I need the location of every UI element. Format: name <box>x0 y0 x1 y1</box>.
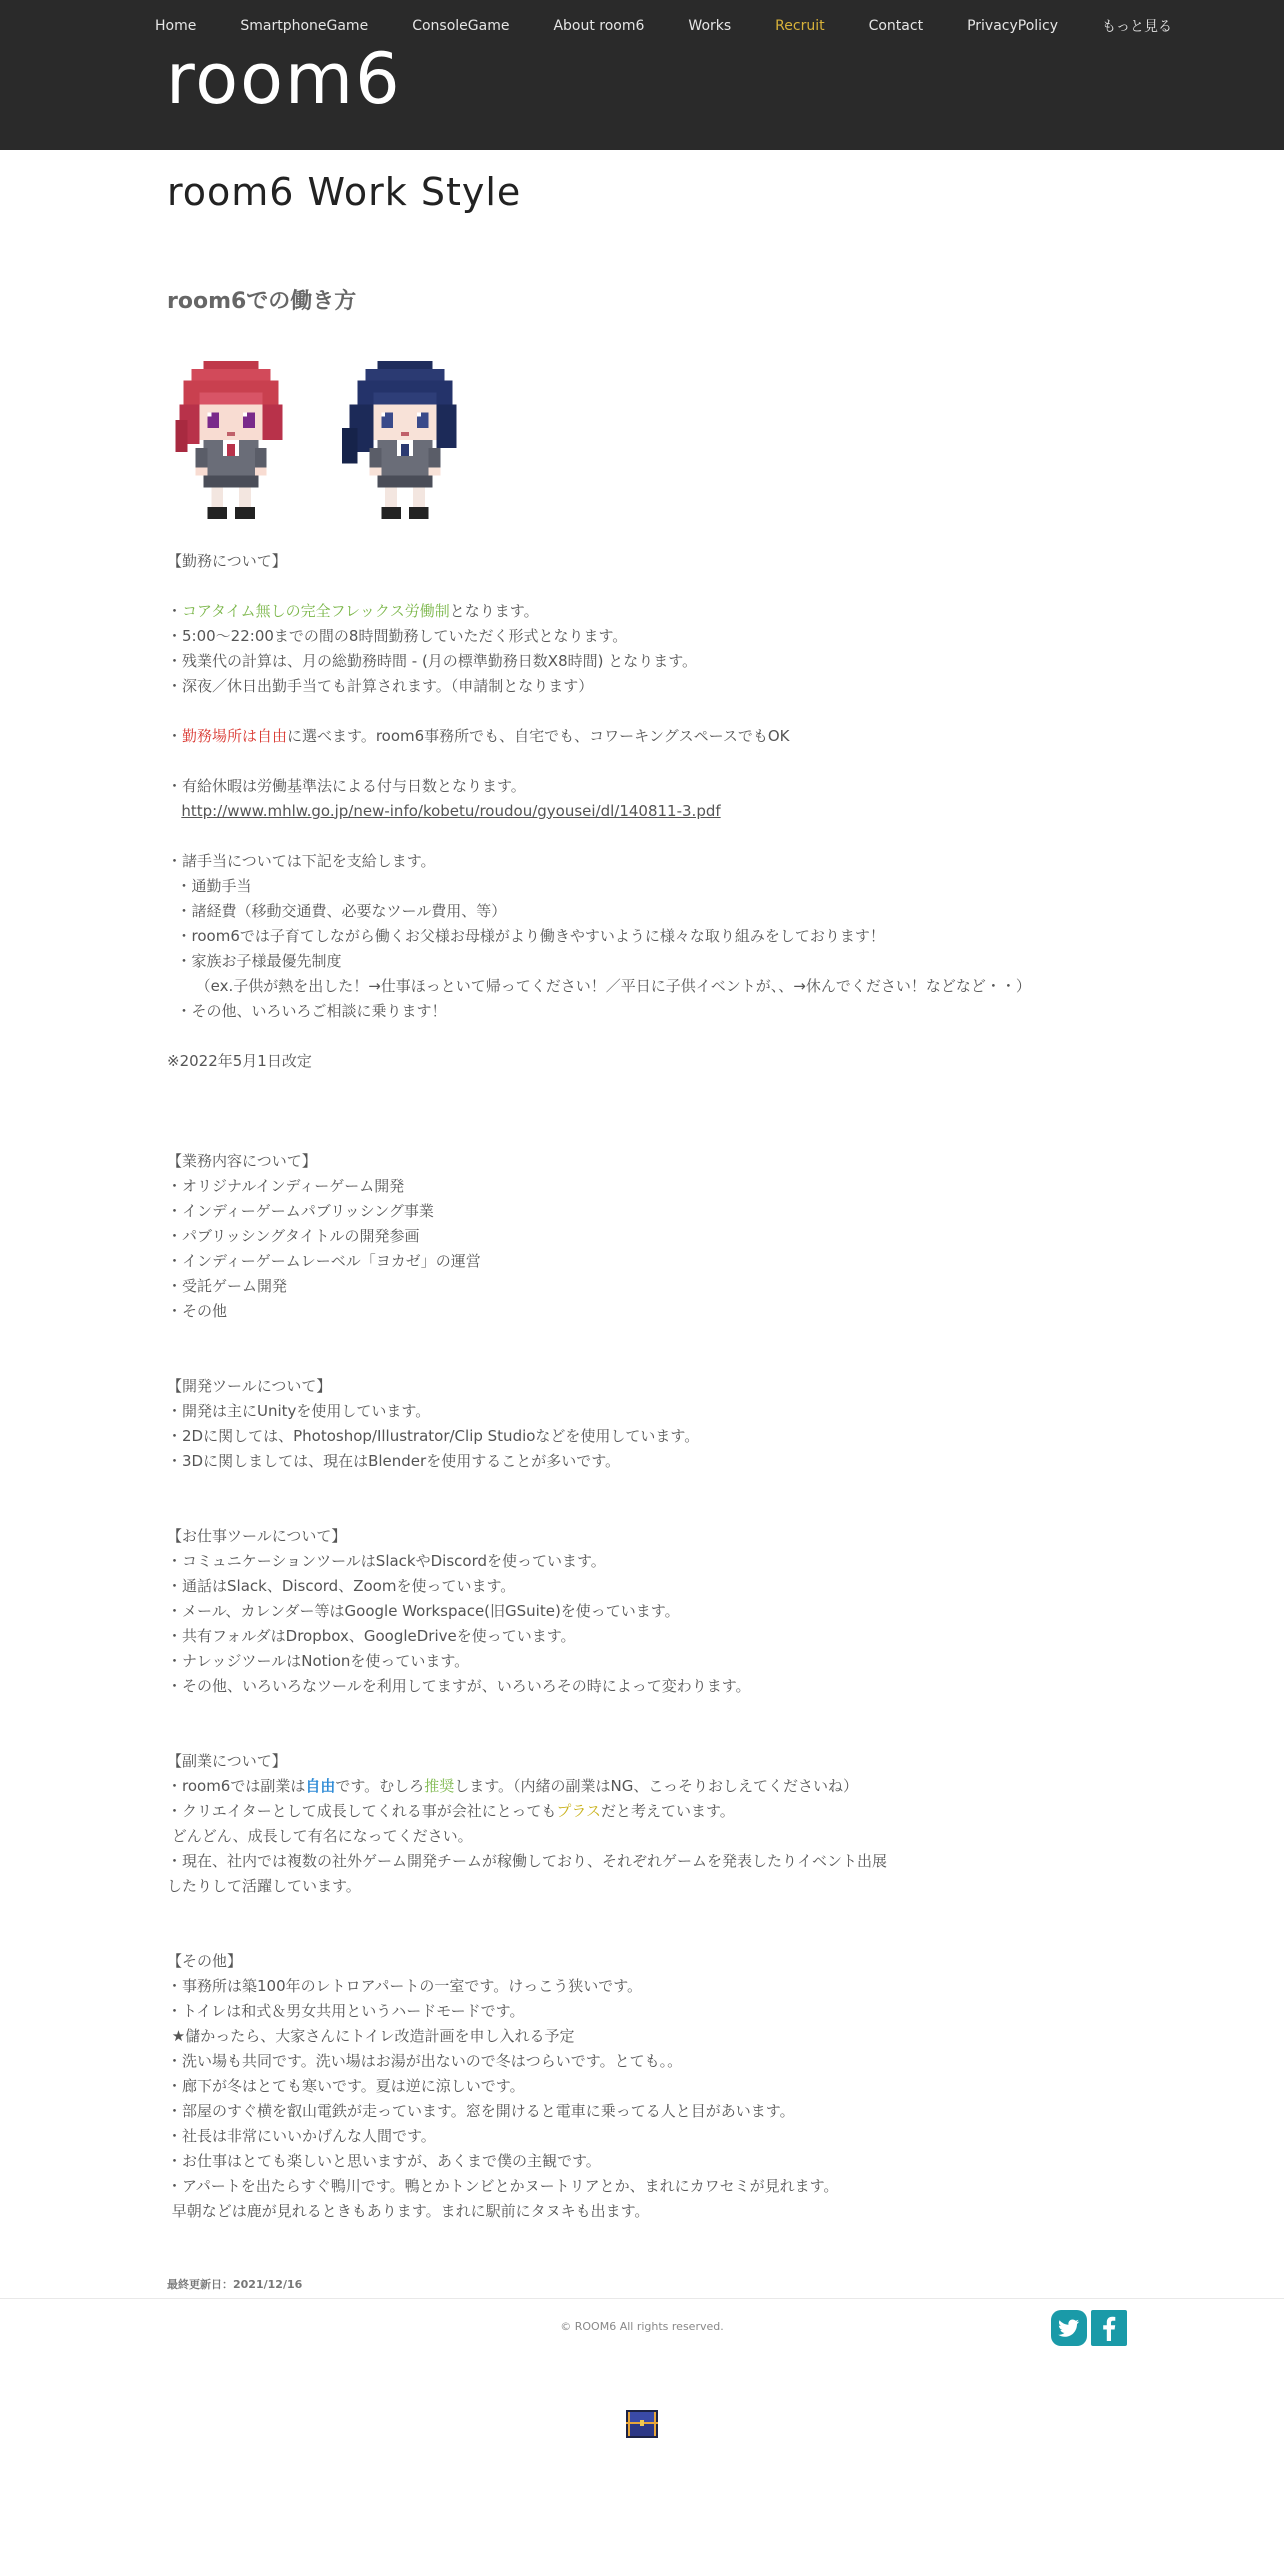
section-title: room6での働き方 <box>167 288 357 314</box>
body-line <box>167 1774 1117 1799</box>
text-segment: どんどん、成長して有名になってください。 <box>167 1826 473 1845</box>
text-segment: ・インディーゲームレーベル「ヨカゼ」の運営 <box>167 1251 481 1270</box>
text-segment: ・ナレッジツールはNotionを使っています。 <box>167 1651 470 1670</box>
text-segment: ・その他 <box>167 1301 228 1320</box>
nav-item-smartphonegame[interactable]: SmartphoneGame <box>240 18 369 34</box>
nav-item-works[interactable]: Works <box>688 18 732 34</box>
text-segment <box>167 802 181 820</box>
body-line <box>167 1599 1117 1624</box>
blank-line <box>167 1349 1117 1374</box>
text-segment: したりして活躍しています。 <box>167 1876 361 1895</box>
text-segment: ・開発は主にUnityを使用しています。 <box>167 1401 431 1420</box>
work-style-body <box>167 549 1117 2224</box>
blank-line <box>167 824 1117 849</box>
twitter-icon[interactable] <box>1051 2310 1087 2346</box>
text-segment: ・その他、いろいろご相談に乗ります！ <box>167 1001 447 1020</box>
text-segment: ・アパートを出たらすぐ鴨川です。鴨とかトンビとかヌートリアとか、まれにカワセミが見れます。 <box>167 2176 839 2195</box>
blank-line <box>167 749 1117 774</box>
text-segment: 早朝などは鹿が見れるときもあります。まれに駅前にタヌキも出ます。 <box>167 2201 650 2220</box>
body-line <box>167 2124 1117 2149</box>
body-line <box>167 2024 1117 2049</box>
text-segment: （ex.子供が熱を出した！→仕事ほっといて帰ってください！／平日に子供イベントが、、→休んでください！などなど・・） <box>167 976 1031 995</box>
copyright: © ROOM6 All rights reserved. <box>560 2320 724 2333</box>
text-segment: ・諸手当については下記を支給します。 <box>167 851 436 870</box>
blank-line <box>167 699 1117 724</box>
nav-item-more[interactable]: もっと見る <box>1102 19 1173 35</box>
text-segment: ・room6では子育てしながら働くお父様お母様がより働きやすいように様々な取り組みをしております！ <box>167 926 885 945</box>
body-line <box>167 1149 1117 1174</box>
body-line <box>167 1174 1117 1199</box>
text-segment: します。（内緒の副業はNG、こっそりおしえてくださいね） <box>454 1776 859 1795</box>
body-line <box>167 1749 1117 1774</box>
text-segment: 【勤務について】 <box>167 551 287 570</box>
body-line <box>167 899 1117 924</box>
body-line <box>167 1524 1117 1549</box>
page-title: room6 Work Style <box>167 170 522 214</box>
highlighted-text: コアタイム無しの完全フレックス労働制 <box>182 601 450 620</box>
nav-item-recruit[interactable]: Recruit <box>775 18 825 34</box>
text-segment: ・事務所は築100年のレトロアパートの一室です。けっこう狭いです。 <box>167 1976 643 1995</box>
body-line <box>167 1399 1117 1424</box>
blank-line <box>167 1074 1117 1099</box>
body-line <box>167 1249 1117 1274</box>
text-segment: ・有給休暇は労働基準法による付与日数となります。 <box>167 776 526 795</box>
body-line <box>167 1974 1117 1999</box>
text-segment: 【お仕事ツールについて】 <box>167 1526 347 1545</box>
text-segment: ・社長は非常にいいかげんな人間です。 <box>167 2126 436 2145</box>
body-line <box>167 974 1117 999</box>
text-segment: ・ <box>167 601 183 620</box>
blank-line <box>167 1474 1117 1499</box>
footer-divider <box>0 2298 1284 2299</box>
body-line <box>167 1549 1117 1574</box>
highlighted-text: プラス <box>556 1801 601 1820</box>
text-segment: ・洗い場も共同です。洗い場はお湯が出ないので冬はつらいです。とても。。 <box>167 2051 683 2070</box>
body-line <box>167 1674 1117 1699</box>
facebook-icon[interactable] <box>1091 2310 1127 2346</box>
body-line <box>167 1574 1117 1599</box>
body-line <box>167 924 1117 949</box>
body-line <box>167 724 1117 749</box>
text-segment: ・通勤手当 <box>167 876 252 895</box>
body-line <box>167 2199 1117 2224</box>
text-segment: ※2022年5月1日改定 <box>167 1051 312 1070</box>
text-segment: ★儲かったら、大家さんにトイレ改造計画を申し入れる予定 <box>167 2026 575 2045</box>
text-segment: 【その他】 <box>167 1951 243 1970</box>
nav-item-about-room6[interactable]: About room6 <box>553 18 645 34</box>
text-segment: ・諸経費（移動交通費、必要なツール費用、等） <box>167 901 507 920</box>
blank-line <box>167 574 1117 599</box>
text-segment: 【副業について】 <box>167 1751 287 1770</box>
site-logo[interactable]: room6 <box>166 38 402 120</box>
body-line <box>167 1374 1117 1399</box>
body-line <box>167 1949 1117 1974</box>
blank-line <box>167 1724 1117 1749</box>
body-line <box>167 2099 1117 2124</box>
main-nav <box>155 14 1216 38</box>
mhlw-link[interactable]: http://www.mhlw.go.jp/new-info/kobetu/roudou/gyousei/dl/140811-3.pdf <box>181 801 721 820</box>
text-segment: ・受託ゲーム開発 <box>167 1276 288 1295</box>
body-line <box>167 1299 1117 1324</box>
text-segment: ・お仕事はとても楽しいと思いますが、あくまで僕の主観です。 <box>167 2151 601 2170</box>
body-line <box>167 849 1117 874</box>
body-line <box>167 1824 1117 1849</box>
blank-line <box>167 1924 1117 1949</box>
red-haired-character-image <box>167 357 303 523</box>
body-line <box>167 1649 1117 1674</box>
nav-item-contact[interactable]: Contact <box>868 18 924 34</box>
body-line <box>167 599 1117 624</box>
highlighted-text: 勤務場所は自由 <box>182 726 288 745</box>
body-line <box>167 2174 1117 2199</box>
main-content <box>167 150 1117 2224</box>
body-line <box>167 1624 1117 1649</box>
text-segment: ・5:00〜22:00までの間の8時間勤務していただく形式となります。 <box>167 626 628 645</box>
text-segment: ・3Dに関しましては、現在はBlenderを使用することが多いです。 <box>167 1451 621 1470</box>
text-segment: ・部屋のすぐ横を叡山電鉄が走っています。窓を開けると電車に乗ってる人と目があいます。 <box>167 2101 795 2120</box>
body-line <box>167 999 1117 1024</box>
body-line <box>167 774 1117 799</box>
body-line <box>167 649 1117 674</box>
body-line <box>167 874 1117 899</box>
text-segment: ・深夜／休日出勤手当ても計算されます。（申請制となります） <box>167 676 594 695</box>
text-segment: ・クリエイターとして成長してくれる事が会社にとっても <box>167 1801 557 1820</box>
site-header <box>0 0 1284 150</box>
text-segment: だと考えています。 <box>600 1801 735 1820</box>
text-segment: ・廊下が冬はとても寒いです。夏は逆に涼しいです。 <box>167 2076 525 2095</box>
highlighted-text: 推奨 <box>424 1776 455 1795</box>
text-segment: 【開発ツールについて】 <box>167 1376 332 1395</box>
blank-line <box>167 1099 1117 1124</box>
body-line <box>167 549 1117 574</box>
body-line <box>167 949 1117 974</box>
text-segment: ・オリジナルインディーゲーム開発 <box>167 1176 405 1195</box>
body-line <box>167 2074 1117 2099</box>
body-line <box>167 1449 1117 1474</box>
text-segment: に選べます。room6事務所でも、自宅でも、コワーキングスペースでもOK <box>287 726 790 745</box>
nav-item-home[interactable]: Home <box>155 18 197 34</box>
body-line <box>167 1274 1117 1299</box>
text-segment: ・room6では副業は <box>167 1776 306 1795</box>
text-segment: ・トイレは和式＆男女共用というハードモードです。 <box>167 2001 525 2020</box>
text-segment: ・コミュニケーションツールはSlackやDiscordを使っています。 <box>167 1551 606 1570</box>
text-segment: となります。 <box>449 601 539 620</box>
blank-line <box>167 1124 1117 1149</box>
body-line <box>167 1799 1117 1824</box>
text-segment: ・現在、社内では複数の社外ゲーム開発チームが稼働しており、それぞれゲームを発表したりイベント出展 <box>167 1851 888 1870</box>
text-segment: ・パブリッシングタイトルの開発参画 <box>167 1226 420 1245</box>
text-segment: ・残業代の計算は、月の総勤務時間 - (月の標準勤務日数X8時間) となります。 <box>167 651 698 670</box>
text-segment: です。むしろ <box>335 1776 425 1795</box>
text-segment: ・2Dに関しては、Photoshop/Illustrator/Clip Studioなどを使用しています。 <box>167 1426 700 1445</box>
blank-line <box>167 1499 1117 1524</box>
treasure-chest-icon[interactable] <box>624 2406 660 2440</box>
text-segment: ・インディーゲームパブリッシング事業 <box>167 1201 434 1220</box>
blank-line <box>167 1899 1117 1924</box>
body-line <box>167 624 1117 649</box>
text-segment: ・通話はSlack、Discord、Zoomを使っています。 <box>167 1576 516 1595</box>
text-segment: ・メール、カレンダー等はGoogle Workspace(旧GSuite)を使っています。 <box>167 1601 680 1620</box>
body-line <box>167 1049 1117 1074</box>
text-segment: 【業務内容について】 <box>167 1151 317 1170</box>
body-line <box>167 1849 1117 1874</box>
text-segment: ・共有フォルダはDropbox、GoogleDriveを使っています。 <box>167 1626 576 1645</box>
last-updated: 最終更新日：2021/12/16 <box>167 2278 303 2291</box>
highlighted-text: 自由 <box>305 1776 336 1795</box>
body-line <box>167 2049 1117 2074</box>
blank-line <box>167 1699 1117 1724</box>
text-segment: ・家族お子様最優先制度 <box>167 951 342 970</box>
character-illustrations <box>167 357 1117 527</box>
body-line <box>167 1874 1117 1899</box>
body-line <box>167 1224 1117 1249</box>
body-line <box>167 799 1117 824</box>
nav-item-consolegame[interactable]: ConsoleGame <box>412 18 510 34</box>
text-segment: ・ <box>167 726 183 745</box>
body-line <box>167 674 1117 699</box>
blank-line <box>167 1024 1117 1049</box>
body-line <box>167 1199 1117 1224</box>
blank-line <box>167 1324 1117 1349</box>
text-segment: ・その他、いろいろなツールを利用してますが、いろいろその時によって変わります。 <box>167 1676 751 1695</box>
body-line <box>167 2149 1117 2174</box>
navy-haired-character-image <box>337 357 473 523</box>
body-line <box>167 1424 1117 1449</box>
nav-item-privacypolicy[interactable]: PrivacyPolicy <box>967 18 1059 34</box>
body-line <box>167 1999 1117 2024</box>
